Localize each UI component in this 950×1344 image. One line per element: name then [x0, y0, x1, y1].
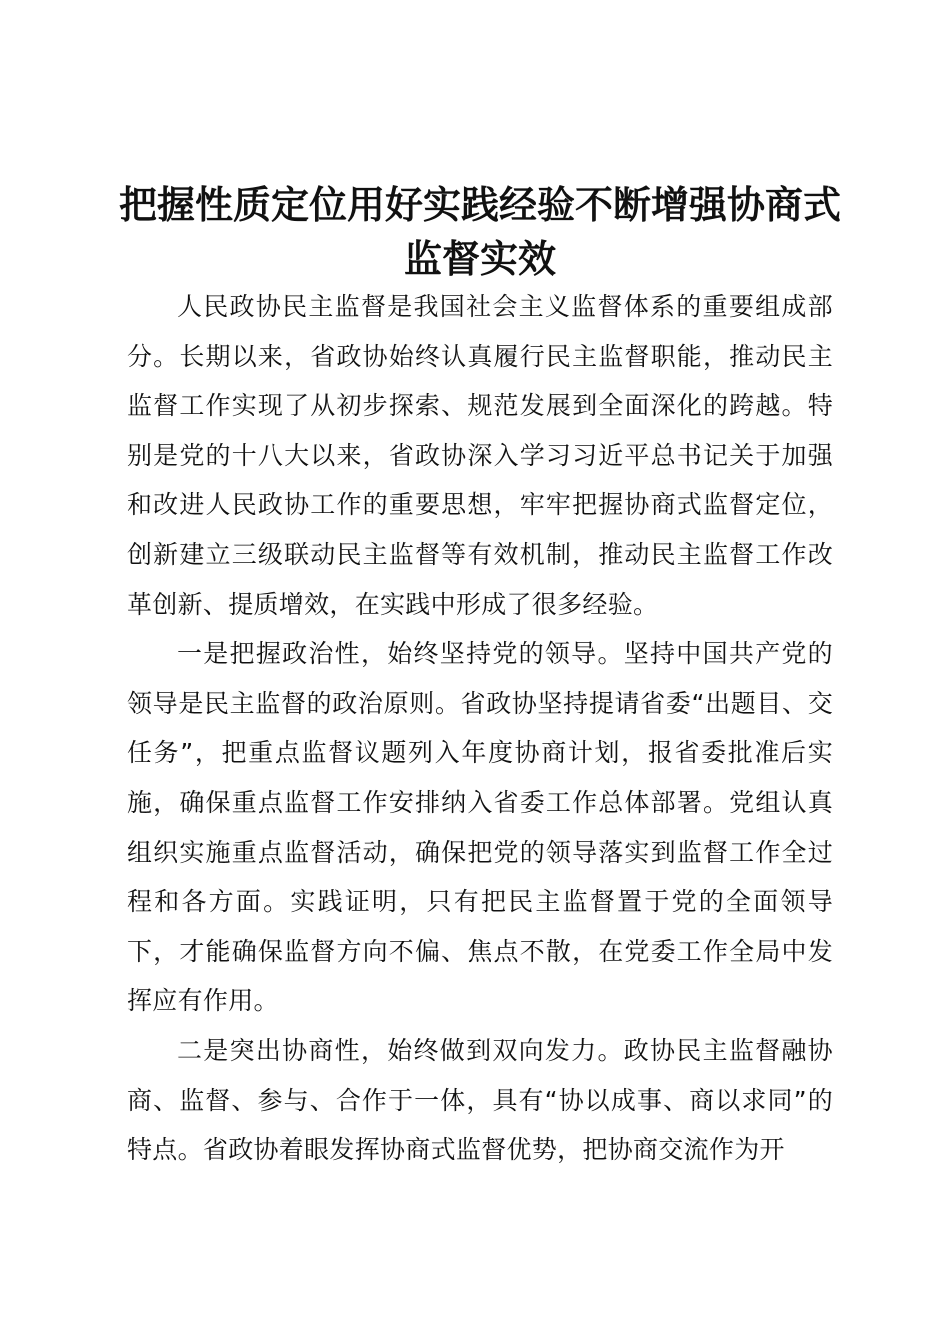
paragraph-intro: 人民政协民主监督是我国社会主义监督体系的重要组成部分。长期以来，省政协始终认真履行民主监督职能，推动民主监督工作实现了从初步探索、规范发展到全面深化的跨越。特别是党的十八大以来，省政协深入学习习近平总书记关于加强和改进人民政协工作的重要思想，牢牢把握协商式监督定位，创新建立三级联动民主监督等有效机制，推动民主监督工作改革创新、提质增效，在实践中形成了很多经验。	[127, 292, 833, 619]
paragraph-point-two: 二是突出协商性，始终做到双向发力。政协民主监督融协商、监督、参与、合作于一体，具有“协以成事、商以求同”的特点。省政协着眼发挥协商式监督优势，把协商交流作为开	[127, 1035, 833, 1165]
paragraph-point-one: 一是把握政治性，始终坚持党的领导。坚持中国共产党的领导是民主监督的政治原则。省政协坚持提请省委“出题目、交任务”，把重点监督议题列入年度协商计划，报省委批准后实施，确保重点监督工作安排纳入省委工作总体部署。党组认真组织实施重点监督活动，确保把党的领导落实到监督工作全过程和各方面。实践证明，只有把民主监督置于党的全面领导下，才能确保监督方向不偏、焦点不散，在党委工作全局中发挥应有作用。	[127, 639, 833, 1016]
document-title: 把握性质定位用好实践经验不断增强协商式监督实效	[118, 183, 841, 281]
document-body	[127, 282, 833, 1175]
